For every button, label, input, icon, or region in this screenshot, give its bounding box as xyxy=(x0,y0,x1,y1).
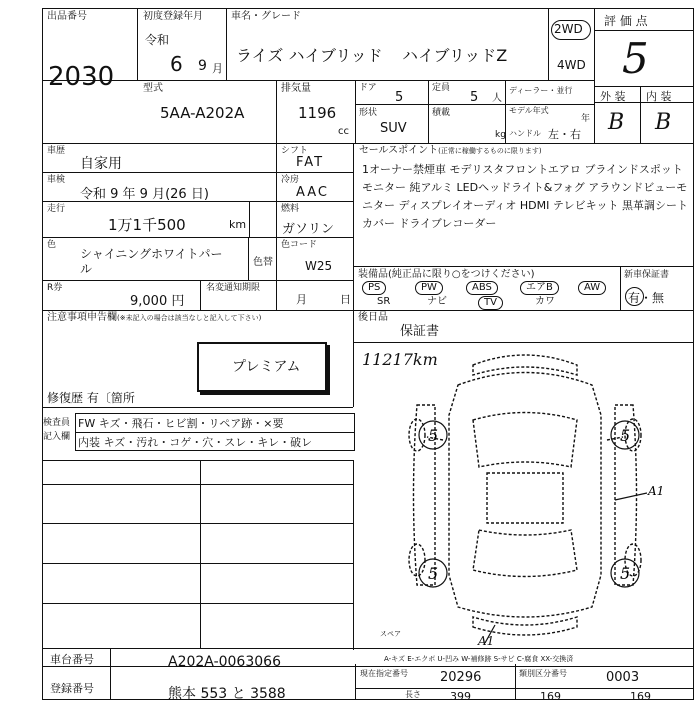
notes-top xyxy=(42,460,353,461)
diagram-mileage-note: 11217km xyxy=(362,350,438,369)
equip-item: TV xyxy=(478,296,503,310)
drive-2wd: 2WD xyxy=(554,22,583,36)
reg-month-unit: 月 xyxy=(212,62,223,75)
div-hist-right xyxy=(276,143,277,310)
mileage-label: 走行 xyxy=(47,204,66,214)
cap-label: 定員 xyxy=(432,83,451,93)
usage-value: 自家用 xyxy=(80,156,122,172)
equip-item: エアB xyxy=(520,281,559,295)
shape-label: 形状 xyxy=(359,108,378,118)
drive-4wd: 4WD xyxy=(557,58,586,72)
mark-front-left: 5 xyxy=(428,426,439,445)
spare-label: スペア xyxy=(380,630,401,638)
mark-front-right: 5 xyxy=(620,426,631,445)
disp-unit: cc xyxy=(338,126,349,137)
plate-value: 熊本 553 と 3588 xyxy=(168,686,286,702)
shift-value: FAT xyxy=(296,155,325,170)
height-value: 169 xyxy=(630,690,651,703)
ac-value: AAC xyxy=(296,185,329,200)
reg-year: 6 xyxy=(170,52,183,76)
new-warranty-label: 新車保証書 xyxy=(624,270,670,280)
notes-line4 xyxy=(42,603,353,604)
chassis-value: A202A-0063066 xyxy=(168,654,281,670)
usage-label: 車歴 xyxy=(47,146,66,156)
shape-value: SUV xyxy=(380,121,407,136)
color-code-label: 色コード xyxy=(281,240,318,250)
num1-value: 20296 xyxy=(440,670,482,685)
docs-value: 保証書 xyxy=(400,324,440,339)
color-kind-label: 色替 xyxy=(253,257,273,268)
tax-label: 名変通知期限 xyxy=(206,283,261,293)
load-label: 積載 xyxy=(432,108,451,118)
shift-label: シフト xyxy=(281,146,309,156)
doors-label: ドア xyxy=(359,83,377,93)
disp-label: 排気量 xyxy=(281,83,311,94)
equip-item: SR xyxy=(377,296,391,307)
car-diagram xyxy=(355,345,691,645)
cap-unit: 人 xyxy=(492,93,502,104)
ac-label: 冷房 xyxy=(281,175,300,185)
inspector-fw: FW キズ・飛石・ヒビ割・リペア跡・×要 xyxy=(78,417,284,430)
dealer-label: ディーラー・並行 xyxy=(509,86,573,95)
inspector-label-top: 検査員 xyxy=(43,418,71,428)
damage-a1-right: A1 xyxy=(648,484,665,498)
width-value: 169 xyxy=(540,690,561,703)
equip-item: AW xyxy=(578,281,606,295)
decl-title xyxy=(47,313,261,323)
fuel-value: ガソリン xyxy=(282,222,335,237)
equip-title xyxy=(358,270,535,280)
premium-stamp-text: プレミアム xyxy=(232,359,301,375)
reg-month: 9 xyxy=(198,58,207,74)
car-grade: ハイブリッドZ xyxy=(402,46,508,65)
row2-bottom xyxy=(42,143,694,144)
ext-grade: B xyxy=(608,110,625,135)
new-warranty-value: 有・無 xyxy=(628,291,665,305)
score-value: 5 xyxy=(622,34,649,83)
score-label: 評 価 点 xyxy=(604,14,648,28)
div-decl xyxy=(353,310,354,407)
div-hist-right2 xyxy=(353,143,354,310)
plate-label: 登録番号 xyxy=(50,682,94,695)
disp-value: 1196 xyxy=(298,104,337,122)
score-line-2 xyxy=(594,86,694,87)
new-warranty-circle xyxy=(625,287,644,306)
inspection-label: 車検 xyxy=(47,175,66,185)
damage-a1-bottom: A1 xyxy=(478,634,495,648)
color-label: 色 xyxy=(47,240,57,250)
model-label: 型式 xyxy=(143,83,163,94)
length-label: 長さ xyxy=(405,690,421,699)
cap-value: 5 xyxy=(470,90,479,105)
docs-label: 後日品 xyxy=(358,312,388,323)
equip-item: PS xyxy=(362,281,386,295)
notes-right xyxy=(353,460,354,650)
recycle-value: 9,000 円 xyxy=(130,294,185,309)
footer-div2 xyxy=(355,664,356,700)
equip-title-text: 装備品 xyxy=(358,269,388,280)
model-year-label: モデル年式 xyxy=(509,106,549,115)
chassis-label: 車台番号 xyxy=(50,653,94,666)
mileage-unit: km xyxy=(229,218,247,231)
div-disp xyxy=(355,80,356,143)
inspector-interior: 内装 キズ・汚れ・コゲ・穴・スレ・キレ・破レ xyxy=(78,436,313,449)
div-color xyxy=(248,237,249,280)
load-unit: kg xyxy=(495,130,506,140)
footer-line xyxy=(355,688,694,689)
color-code-value: W25 xyxy=(305,259,333,273)
tax-day: 日 xyxy=(340,293,351,306)
decl-note: (※未記入の場合は該当なしと記入して下さい) xyxy=(117,314,262,322)
int-grade: B xyxy=(655,110,672,135)
int-label: 内 装 xyxy=(646,90,672,103)
row1-bottom xyxy=(42,80,594,81)
sales-title-text: セールスポイント xyxy=(359,145,439,156)
div-recycle xyxy=(200,280,201,310)
docs-bottom xyxy=(353,342,694,343)
equip-item: ABS xyxy=(466,281,498,295)
div-mileage xyxy=(249,201,250,237)
footer-div3 xyxy=(515,664,516,700)
footer-div1 xyxy=(110,648,111,700)
div-doors xyxy=(428,80,429,143)
handle-value: 左・右 xyxy=(548,128,581,141)
hist-line4 xyxy=(42,280,353,281)
color-value: シャイニングホワイトパール xyxy=(80,247,223,276)
name-label: 車名・グレード xyxy=(231,11,301,22)
ext-label: 外 装 xyxy=(600,90,626,103)
equip-item: PW xyxy=(415,281,443,295)
sales-note: (正常に稼働するものに限ります) xyxy=(438,147,542,155)
mark-rear-right: 5 xyxy=(620,564,631,583)
inspector-mid xyxy=(75,432,355,433)
recycle-label: R券 xyxy=(47,283,63,293)
mark-rear-left: 5 xyxy=(428,564,439,583)
damage-legend: A-キズ E-エクボ U-凹み W-補修跡 S-サビ C-腐食 XX-交換済 xyxy=(384,655,574,663)
num1-label: 現在指定番号 xyxy=(360,669,408,678)
inspection-value: 令和 9 年 9 月(26 日) xyxy=(80,187,209,202)
equip-top xyxy=(353,266,694,267)
div-model xyxy=(276,80,277,143)
reg-era: 令和 xyxy=(145,33,170,47)
notes-line2 xyxy=(42,523,353,524)
notes-line3 xyxy=(42,563,353,564)
footer-mid xyxy=(42,666,694,667)
handle-label: ハンドル xyxy=(509,129,541,138)
hist-line5 xyxy=(42,310,694,311)
equip-item: ナビ xyxy=(427,296,447,307)
sales-title xyxy=(359,146,542,156)
reg-label: 初度登録年月 xyxy=(143,11,203,22)
div-equip xyxy=(620,266,621,310)
model-year-unit: 年 xyxy=(581,114,591,124)
car-name: ライズ ハイブリッド xyxy=(236,46,383,65)
div-lot xyxy=(137,8,138,81)
doors-value: 5 xyxy=(395,90,404,105)
div-drive xyxy=(548,8,549,81)
decl-title-text: 注意事項申告欄 xyxy=(47,312,117,323)
notes-bottom xyxy=(42,648,694,649)
score-div xyxy=(640,86,641,143)
lot-number: 2030 xyxy=(48,62,115,92)
inspector-label-bottom: 記入欄 xyxy=(43,432,71,442)
mileage-value: 1万1千500 xyxy=(108,216,186,234)
equip-note: (純正品に限り○をつけください) xyxy=(388,269,535,280)
tax-month: 月 xyxy=(296,293,307,306)
num2-value: 0003 xyxy=(606,670,640,685)
notes-mid-div xyxy=(200,460,201,648)
hist-line3 xyxy=(42,237,353,238)
sales-text: 1オーナー禁煙車 モデリスタフロントエアロ ブラインドスポットモニター 純アルミ LEDヘッドライト&フォグ アラウンドビューモニター ディスプレイオーディオ HDMI テレビキット 黒革調シートカバー ドライブレコーダー xyxy=(362,163,688,230)
equip-item: カワ xyxy=(535,296,555,307)
div-score xyxy=(594,8,595,143)
model-value: 5AA-A202A xyxy=(160,104,245,122)
fuel-label: 燃料 xyxy=(281,204,300,214)
score-head-line xyxy=(594,30,694,31)
lot-label: 出品番号 xyxy=(47,11,87,22)
decl-bottom xyxy=(42,407,353,408)
repair-history: 修復歴 有〔箇所 xyxy=(47,391,135,405)
notes-line1 xyxy=(42,484,353,485)
num2-label: 類別区分番号 xyxy=(519,669,567,678)
length-value: 399 xyxy=(450,690,471,703)
div-reg xyxy=(226,8,227,81)
